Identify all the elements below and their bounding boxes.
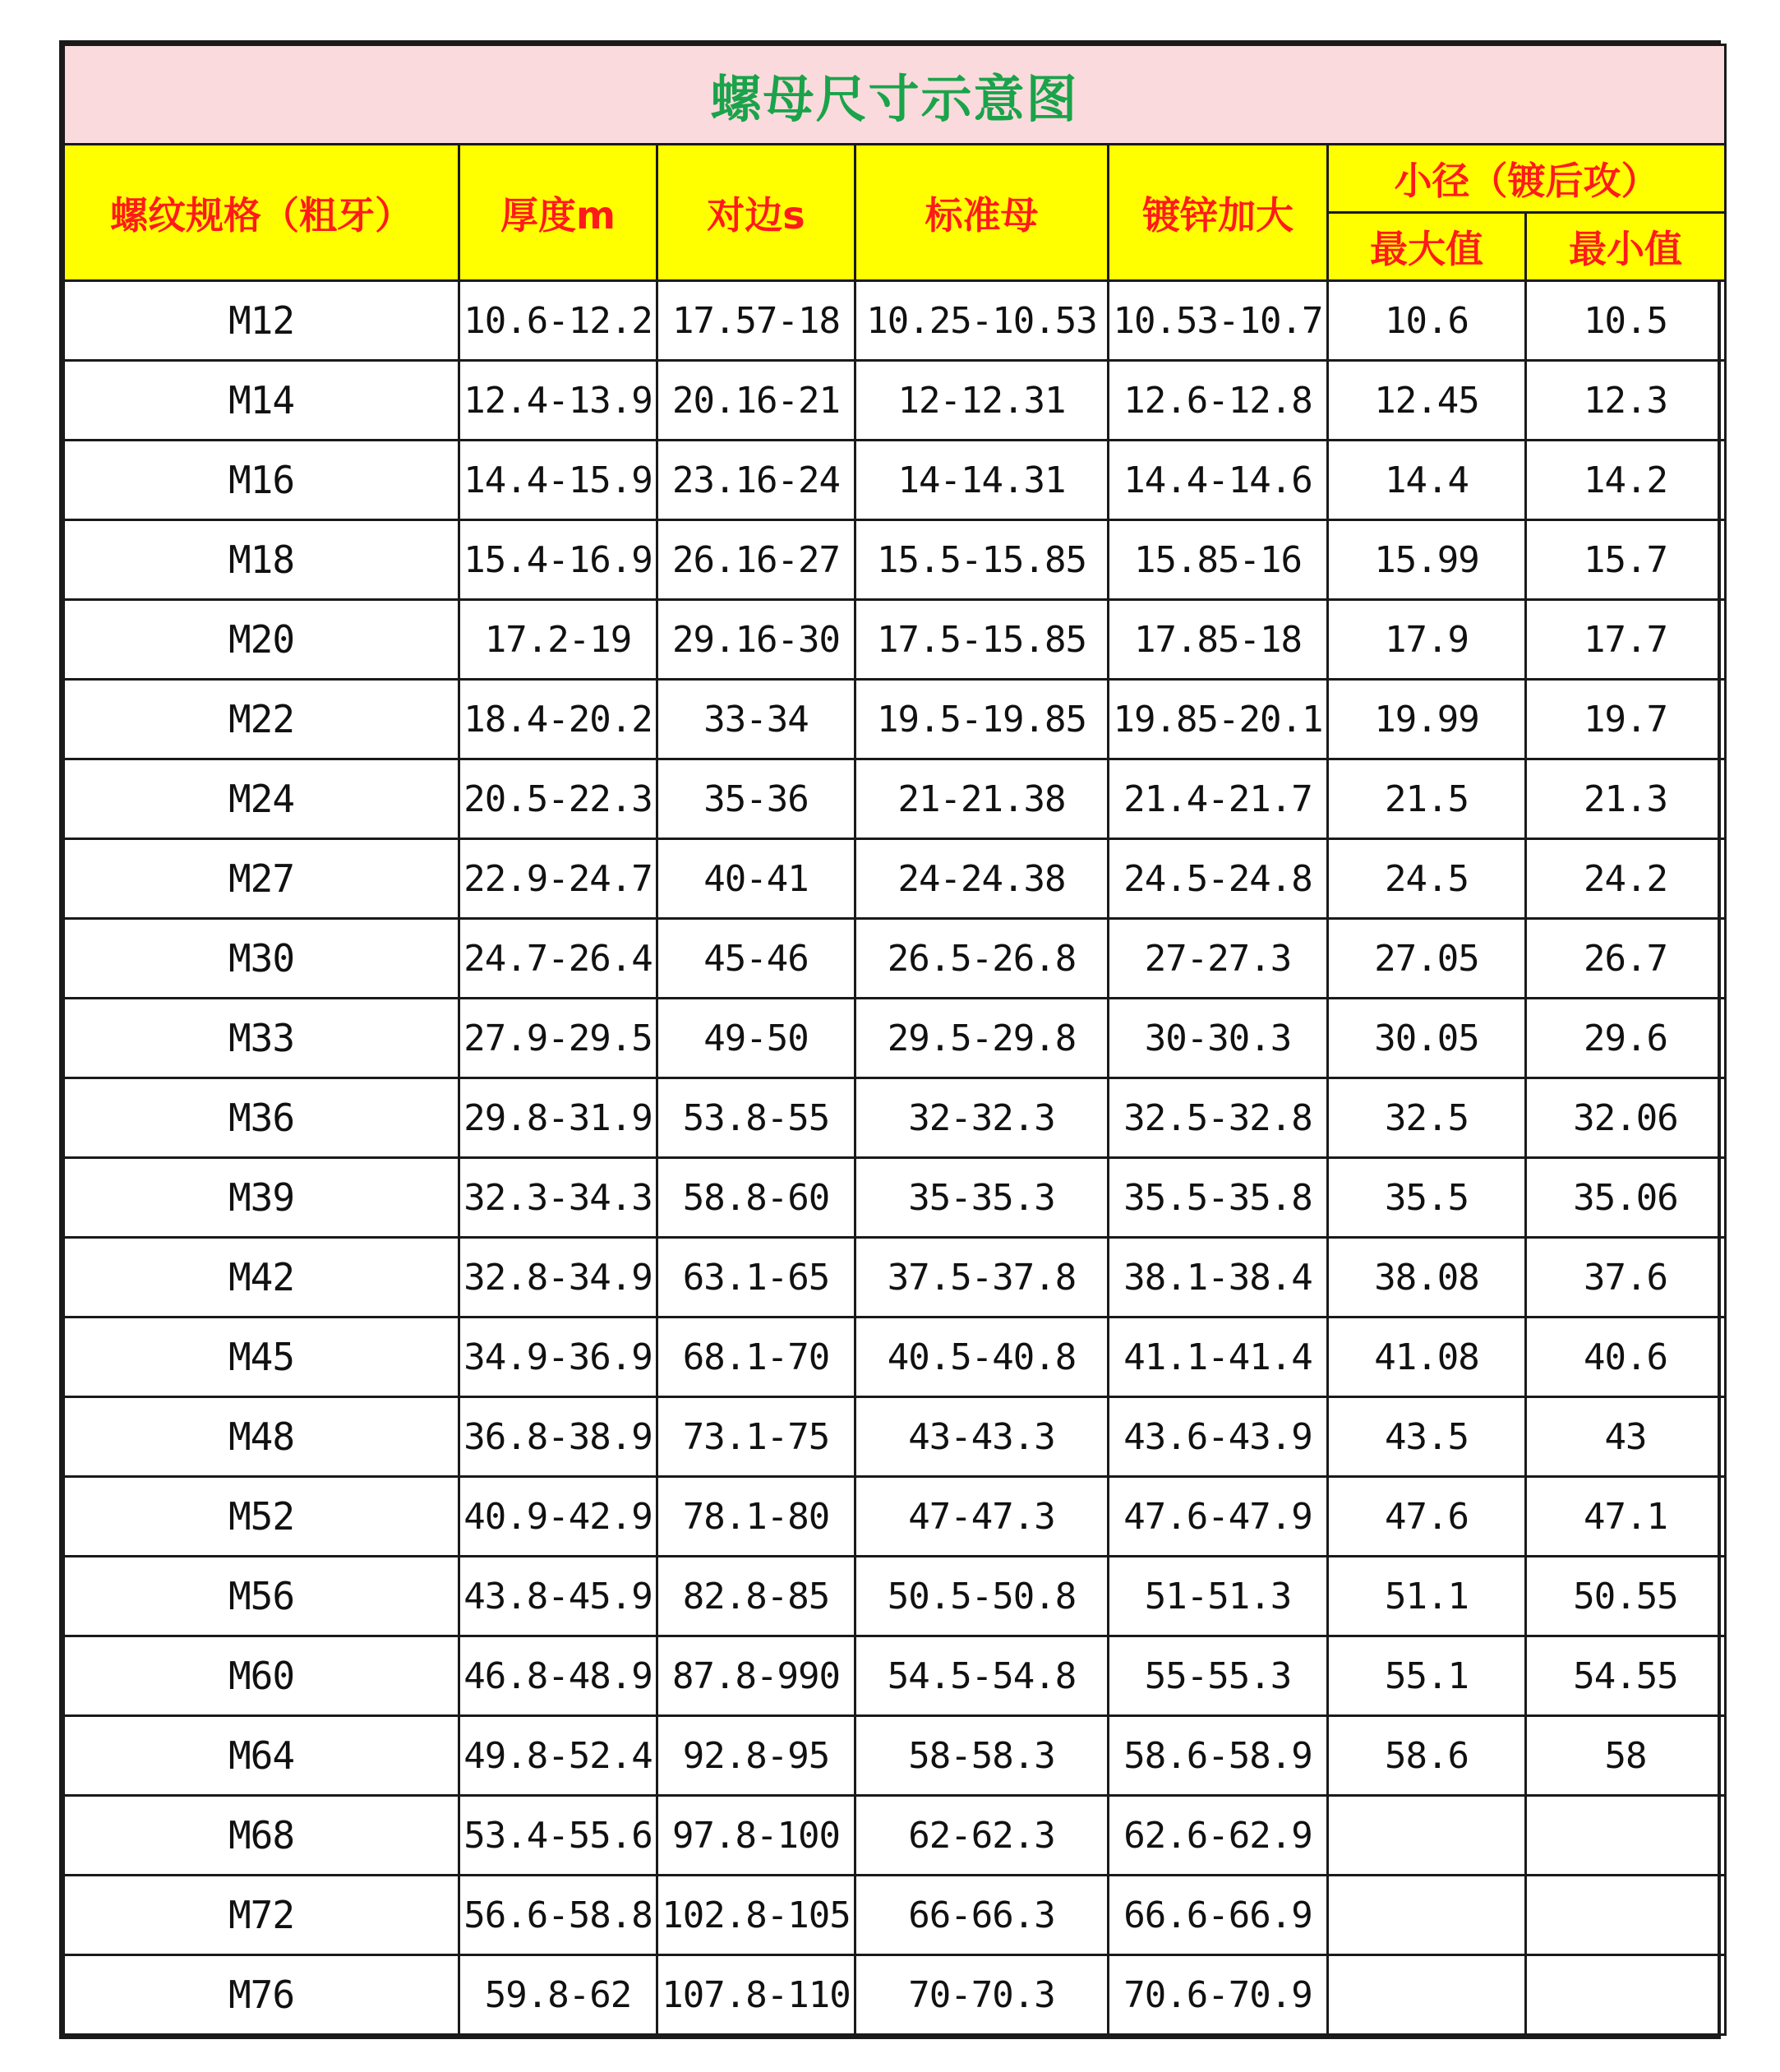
- header-max: 最大值: [1328, 213, 1526, 281]
- cell-galvanized: 14.4-14.6: [1109, 441, 1328, 520]
- cell-thickness: 53.4-55.6: [459, 1796, 657, 1876]
- cell-minor-min: 37.6: [1526, 1238, 1726, 1317]
- table-row: [64, 1557, 1726, 1636]
- cell-minor-min: 26.7: [1526, 919, 1726, 999]
- cell-across-flats: 23.16-24: [657, 441, 855, 520]
- table-row: [64, 1078, 1726, 1158]
- cell-minor-min: 15.7: [1526, 520, 1726, 600]
- cell-thickness: 46.8-48.9: [459, 1636, 657, 1716]
- cell-standard-nut: 40.5-40.8: [855, 1317, 1109, 1397]
- cell-minor-max: 58.6: [1328, 1716, 1526, 1796]
- cell-minor-max: 30.05: [1328, 999, 1526, 1078]
- cell-minor-max: [1328, 1955, 1526, 2035]
- cell-galvanized: 27-27.3: [1109, 919, 1328, 999]
- table-row: [64, 680, 1726, 759]
- cell-galvanized: 24.5-24.8: [1109, 839, 1328, 919]
- table-row: [64, 1636, 1726, 1716]
- cell-standard-nut: 15.5-15.85: [855, 520, 1109, 600]
- cell-galvanized: 21.4-21.7: [1109, 759, 1328, 839]
- header-spec: 螺纹规格（粗牙）: [64, 145, 459, 281]
- cell-minor-max: [1328, 1876, 1526, 1955]
- cell-spec: M24: [64, 759, 459, 839]
- header-standard-nut: 标准母: [855, 145, 1109, 281]
- cell-spec: M18: [64, 520, 459, 600]
- cell-thickness: 22.9-24.7: [459, 839, 657, 919]
- header-minor-diameter: 小径（镀后攻）: [1328, 145, 1726, 213]
- cell-across-flats: 78.1-80: [657, 1477, 855, 1557]
- cell-across-flats: 45-46: [657, 919, 855, 999]
- cell-minor-max: 17.9: [1328, 600, 1526, 680]
- cell-thickness: 10.6-12.2: [459, 281, 657, 361]
- cell-thickness: 32.8-34.9: [459, 1238, 657, 1317]
- cell-minor-min: [1526, 1955, 1726, 2035]
- cell-galvanized: 66.6-66.9: [1109, 1876, 1328, 1955]
- cell-galvanized: 15.85-16: [1109, 520, 1328, 600]
- cell-thickness: 32.3-34.3: [459, 1158, 657, 1238]
- table-row: [64, 600, 1726, 680]
- table-row: [64, 759, 1726, 839]
- cell-galvanized: 19.85-20.1: [1109, 680, 1328, 759]
- cell-minor-max: 14.4: [1328, 441, 1526, 520]
- cell-spec: M33: [64, 999, 459, 1078]
- cell-minor-max: 35.5: [1328, 1158, 1526, 1238]
- cell-across-flats: 17.57-18: [657, 281, 855, 361]
- table-row: [64, 919, 1726, 999]
- cell-minor-min: 21.3: [1526, 759, 1726, 839]
- nut-size-table: [62, 44, 1727, 2036]
- cell-standard-nut: 10.25-10.53: [855, 281, 1109, 361]
- cell-minor-min: 40.6: [1526, 1317, 1726, 1397]
- cell-galvanized: 12.6-12.8: [1109, 361, 1328, 441]
- cell-across-flats: 49-50: [657, 999, 855, 1078]
- table-row: [64, 839, 1726, 919]
- cell-thickness: 18.4-20.2: [459, 680, 657, 759]
- cell-galvanized: 51-51.3: [1109, 1557, 1328, 1636]
- cell-standard-nut: 54.5-54.8: [855, 1636, 1109, 1716]
- cell-spec: M48: [64, 1397, 459, 1477]
- cell-spec: M72: [64, 1876, 459, 1955]
- table-row: [64, 1716, 1726, 1796]
- cell-across-flats: 63.1-65: [657, 1238, 855, 1317]
- table-row: [64, 1317, 1726, 1397]
- cell-galvanized: 70.6-70.9: [1109, 1955, 1328, 2035]
- cell-across-flats: 33-34: [657, 680, 855, 759]
- cell-thickness: 29.8-31.9: [459, 1078, 657, 1158]
- cell-standard-nut: 26.5-26.8: [855, 919, 1109, 999]
- cell-standard-nut: 66-66.3: [855, 1876, 1109, 1955]
- cell-minor-min: 47.1: [1526, 1477, 1726, 1557]
- cell-galvanized: 41.1-41.4: [1109, 1317, 1328, 1397]
- cell-standard-nut: 62-62.3: [855, 1796, 1109, 1876]
- table-row: [64, 361, 1726, 441]
- cell-spec: M68: [64, 1796, 459, 1876]
- cell-minor-max: [1328, 1796, 1526, 1876]
- cell-minor-min: 24.2: [1526, 839, 1726, 919]
- cell-standard-nut: 17.5-15.85: [855, 600, 1109, 680]
- cell-across-flats: 92.8-95: [657, 1716, 855, 1796]
- cell-minor-min: 29.6: [1526, 999, 1726, 1078]
- cell-minor-max: 51.1: [1328, 1557, 1526, 1636]
- cell-minor-max: 55.1: [1328, 1636, 1526, 1716]
- cell-thickness: 17.2-19: [459, 600, 657, 680]
- cell-spec: M12: [64, 281, 459, 361]
- cell-standard-nut: 43-43.3: [855, 1397, 1109, 1477]
- cell-standard-nut: 37.5-37.8: [855, 1238, 1109, 1317]
- cell-spec: M16: [64, 441, 459, 520]
- cell-minor-min: 54.55: [1526, 1636, 1726, 1716]
- cell-across-flats: 68.1-70: [657, 1317, 855, 1397]
- cell-minor-max: 32.5: [1328, 1078, 1526, 1158]
- cell-standard-nut: 24-24.38: [855, 839, 1109, 919]
- cell-galvanized: 43.6-43.9: [1109, 1397, 1328, 1477]
- cell-spec: M27: [64, 839, 459, 919]
- cell-standard-nut: 70-70.3: [855, 1955, 1109, 2035]
- cell-thickness: 12.4-13.9: [459, 361, 657, 441]
- table-row: [64, 999, 1726, 1078]
- table-title: 螺母尺寸示意图: [64, 45, 1726, 145]
- cell-thickness: 43.8-45.9: [459, 1557, 657, 1636]
- cell-standard-nut: 12-12.31: [855, 361, 1109, 441]
- cell-galvanized: 38.1-38.4: [1109, 1238, 1328, 1317]
- nut-size-table-sheet: [59, 40, 1721, 2039]
- cell-spec: M36: [64, 1078, 459, 1158]
- cell-galvanized: 58.6-58.9: [1109, 1716, 1328, 1796]
- cell-spec: M39: [64, 1158, 459, 1238]
- cell-spec: M20: [64, 600, 459, 680]
- cell-thickness: 34.9-36.9: [459, 1317, 657, 1397]
- cell-spec: M60: [64, 1636, 459, 1716]
- cell-thickness: 56.6-58.8: [459, 1876, 657, 1955]
- cell-standard-nut: 50.5-50.8: [855, 1557, 1109, 1636]
- header-thickness: 厚度m: [459, 145, 657, 281]
- cell-across-flats: 107.8-110: [657, 1955, 855, 2035]
- cell-spec: M45: [64, 1317, 459, 1397]
- table-body: [64, 281, 1726, 2035]
- cell-spec: M30: [64, 919, 459, 999]
- cell-galvanized: 35.5-35.8: [1109, 1158, 1328, 1238]
- cell-galvanized: 62.6-62.9: [1109, 1796, 1328, 1876]
- cell-minor-min: 10.5: [1526, 281, 1726, 361]
- header-galvanized: 镀锌加大: [1109, 145, 1328, 281]
- cell-minor-min: 12.3: [1526, 361, 1726, 441]
- cell-minor-max: 38.08: [1328, 1238, 1526, 1317]
- cell-standard-nut: 14-14.31: [855, 441, 1109, 520]
- cell-across-flats: 20.16-21: [657, 361, 855, 441]
- cell-standard-nut: 21-21.38: [855, 759, 1109, 839]
- cell-standard-nut: 58-58.3: [855, 1716, 1109, 1796]
- cell-standard-nut: 47-47.3: [855, 1477, 1109, 1557]
- table-row: [64, 520, 1726, 600]
- cell-minor-min: 35.06: [1526, 1158, 1726, 1238]
- cell-across-flats: 73.1-75: [657, 1397, 855, 1477]
- cell-standard-nut: 32-32.3: [855, 1078, 1109, 1158]
- cell-minor-min: [1526, 1876, 1726, 1955]
- cell-minor-max: 12.45: [1328, 361, 1526, 441]
- cell-minor-min: 43: [1526, 1397, 1726, 1477]
- table-row: [64, 1876, 1726, 1955]
- cell-across-flats: 40-41: [657, 839, 855, 919]
- cell-thickness: 27.9-29.5: [459, 999, 657, 1078]
- cell-minor-max: 15.99: [1328, 520, 1526, 600]
- cell-spec: M56: [64, 1557, 459, 1636]
- cell-spec: M14: [64, 361, 459, 441]
- cell-minor-min: 19.7: [1526, 680, 1726, 759]
- cell-thickness: 49.8-52.4: [459, 1716, 657, 1796]
- cell-across-flats: 87.8-990: [657, 1636, 855, 1716]
- cell-thickness: 14.4-15.9: [459, 441, 657, 520]
- table-row: [64, 441, 1726, 520]
- cell-galvanized: 55-55.3: [1109, 1636, 1328, 1716]
- cell-standard-nut: 29.5-29.8: [855, 999, 1109, 1078]
- cell-galvanized: 47.6-47.9: [1109, 1477, 1328, 1557]
- cell-standard-nut: 19.5-19.85: [855, 680, 1109, 759]
- cell-minor-max: 21.5: [1328, 759, 1526, 839]
- table-row: [64, 1238, 1726, 1317]
- table-row: [64, 281, 1726, 361]
- cell-galvanized: 10.53-10.7: [1109, 281, 1328, 361]
- header-across-flats: 对边s: [657, 145, 855, 281]
- table-row: [64, 1397, 1726, 1477]
- cell-minor-min: 14.2: [1526, 441, 1726, 520]
- cell-standard-nut: 35-35.3: [855, 1158, 1109, 1238]
- cell-across-flats: 82.8-85: [657, 1557, 855, 1636]
- cell-minor-min: [1526, 1796, 1726, 1876]
- cell-thickness: 24.7-26.4: [459, 919, 657, 999]
- cell-across-flats: 35-36: [657, 759, 855, 839]
- cell-minor-max: 47.6: [1328, 1477, 1526, 1557]
- cell-minor-min: 17.7: [1526, 600, 1726, 680]
- cell-spec: M64: [64, 1716, 459, 1796]
- cell-across-flats: 53.8-55: [657, 1078, 855, 1158]
- cell-across-flats: 97.8-100: [657, 1796, 855, 1876]
- cell-thickness: 59.8-62: [459, 1955, 657, 2035]
- cell-minor-min: 50.55: [1526, 1557, 1726, 1636]
- cell-across-flats: 58.8-60: [657, 1158, 855, 1238]
- cell-across-flats: 26.16-27: [657, 520, 855, 600]
- cell-spec: M22: [64, 680, 459, 759]
- cell-galvanized: 32.5-32.8: [1109, 1078, 1328, 1158]
- cell-thickness: 40.9-42.9: [459, 1477, 657, 1557]
- table-row: [64, 1955, 1726, 2035]
- cell-galvanized: 17.85-18: [1109, 600, 1328, 680]
- cell-spec: M52: [64, 1477, 459, 1557]
- cell-minor-min: 32.06: [1526, 1078, 1726, 1158]
- cell-minor-max: 27.05: [1328, 919, 1526, 999]
- cell-minor-min: 58: [1526, 1716, 1726, 1796]
- header-min: 最小值: [1526, 213, 1726, 281]
- cell-spec: M76: [64, 1955, 459, 2035]
- cell-minor-max: 19.99: [1328, 680, 1526, 759]
- table-row: [64, 1158, 1726, 1238]
- cell-spec: M42: [64, 1238, 459, 1317]
- cell-galvanized: 30-30.3: [1109, 999, 1328, 1078]
- cell-across-flats: 29.16-30: [657, 600, 855, 680]
- cell-thickness: 36.8-38.9: [459, 1397, 657, 1477]
- cell-thickness: 20.5-22.3: [459, 759, 657, 839]
- table-row: [64, 1796, 1726, 1876]
- table-row: [64, 1477, 1726, 1557]
- cell-minor-max: 24.5: [1328, 839, 1526, 919]
- cell-minor-max: 41.08: [1328, 1317, 1526, 1397]
- cell-minor-max: 43.5: [1328, 1397, 1526, 1477]
- cell-minor-max: 10.6: [1328, 281, 1526, 361]
- cell-across-flats: 102.8-105: [657, 1876, 855, 1955]
- cell-thickness: 15.4-16.9: [459, 520, 657, 600]
